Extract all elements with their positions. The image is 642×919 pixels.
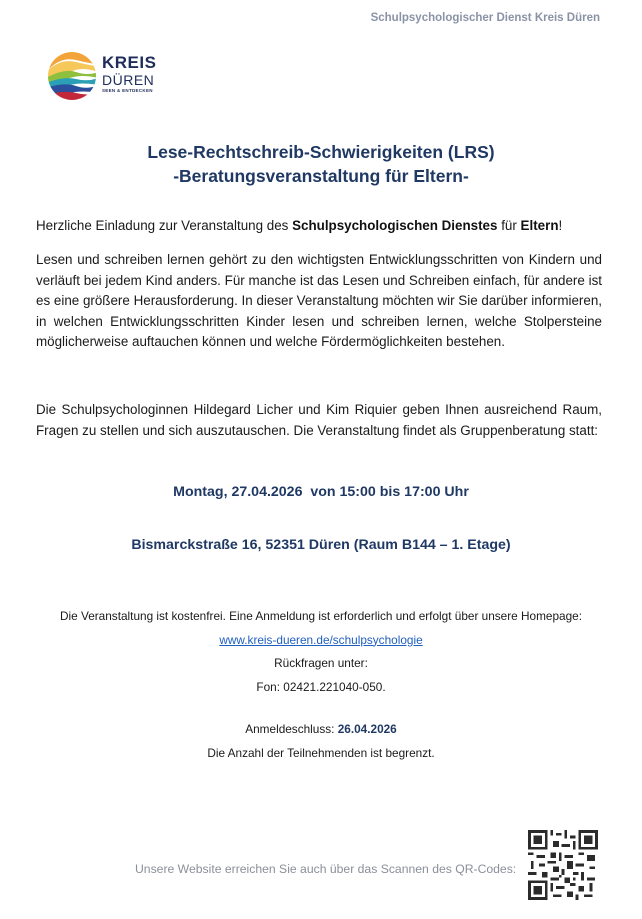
homepage-link[interactable]: www.kreis-dueren.de/schulpsychologie [219, 632, 423, 647]
registration-info [0, 605, 642, 699]
logo-kreis-text: KREIS [102, 53, 157, 72]
intro-bold-service: Schulpsychologischen Dienstes [292, 218, 498, 233]
kreis-dueren-logo [46, 50, 156, 108]
phone-text: Fon: 02421.221040-050. [256, 679, 386, 694]
deadline-label: Anmeldeschluss: [245, 722, 338, 736]
title-line-1: Lese-Rechtschreib-Schwierigkeiten (LRS) [147, 142, 495, 162]
logo-slogan-text: SEEN & ENTDECKEN [102, 88, 153, 93]
logo-emblem-icon [46, 50, 98, 102]
participant-limit-text: Die Anzahl der Teilnehmenden ist begrenzt. [207, 745, 435, 760]
footer-qr-note: Unsere Website erreichen Sie auch über das Scannen des QR-Codes: [135, 862, 517, 876]
intro-suffix: ! [558, 218, 563, 233]
intro-middle: für [497, 218, 521, 233]
questions-text: Rückfragen unter: [274, 656, 368, 670]
header-note: Schulpsychologischer Dienst Kreis Düren [370, 12, 600, 24]
intro-prefix: Herzliche Einladung zur Veranstaltung des [36, 218, 293, 233]
event-location: Bismarckstraße 16, 52351 Düren (Raum B144 – 1. Etage) [131, 537, 511, 553]
deadline-info [0, 718, 642, 765]
event-date: Montag, 27.04.2026 von 15:00 bis 17:00 Uhr [173, 484, 469, 500]
intro-bold-parents: Eltern [520, 218, 559, 233]
logo-dueren-text: DÜREN [102, 72, 155, 88]
description-paragraph: Lesen und schreiben lernen gehört zu den wichtigsten Entwicklungsschritten von Kindern und verläuft bei jedem Kind anders. Für manche ist das Lesen und Schreiben einfach, für andere ist es eine größere Herausforderung. In dieser Veranstaltung möchten wir Sie darüber informieren, in welchen Entwicklungsschritten Kinder lesen und schreiben lernen, welche Stolpersteine möglicherweise auftauchen können und welche Fördermöglichkeiten bestehen. [36, 252, 602, 349]
title-line-2: -Beratungsveranstaltung für Eltern- [173, 166, 469, 186]
deadline-value: 26.04.2026 [337, 722, 397, 736]
document-title [0, 140, 642, 188]
intro-paragraph [36, 216, 602, 237]
registration-text: Die Veranstaltung ist kostenfrei. Eine Anmeldung ist erforderlich und erfolgt über unsere Homepage: [60, 609, 582, 623]
psychologists-paragraph: Die Schulpsychologinnen Hildegard Licher und Kim Riquier geben Ihnen ausreichend Raum, Fragen zu stellen und sich auszutauschen. Die Veranstaltung findet als Gruppenberatung statt: [36, 402, 602, 438]
qr-code-icon[interactable] [528, 830, 598, 900]
